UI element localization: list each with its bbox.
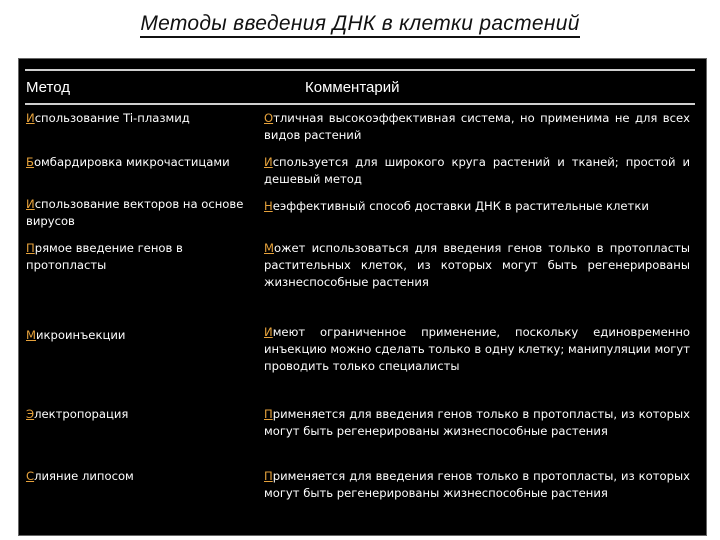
method-initial: П [26,241,35,255]
method-initial: Б [26,155,34,169]
comment-text: рименяется для введения генов только в протопласты, из которых могут быть регенерированы жизнеспособные растения [264,469,690,500]
method-initial: И [26,111,35,125]
method-cell [26,196,251,230]
method-cell [26,406,251,423]
comment-initial: М [264,241,275,255]
comment-text: тличная высокоэффективная система, но применима не для всех видов растений [264,111,690,142]
header-rule [25,103,695,105]
method-cell [26,468,251,485]
method-cell [26,327,251,344]
comment-cell [264,198,690,215]
slide-title-text: Методы введения ДНК в клетки растений [140,12,579,38]
method-initial: Э [26,407,35,421]
comment-text: спользуется для широкого круга растений и тканей; простой и дешевый метод [264,155,690,186]
slide-title [0,12,720,36]
method-cell [26,154,251,171]
comment-cell [264,468,690,502]
comment-initial: О [264,111,274,125]
comment-initial: И [264,155,273,169]
method-text: икроинъекции [36,328,126,342]
comment-cell [264,240,690,291]
header-method: Метод [26,79,70,96]
method-text: рямое введение генов в протопласты [26,241,183,272]
method-initial: С [26,469,35,483]
method-text: лектропорация [34,407,129,421]
methods-table [18,58,707,536]
method-text: омбардировка микрочастицами [33,155,230,169]
comment-text: ожет использоваться для введения генов только в протопласты растительных клеток, из которых могут быть регенерированы жизнеспособные растения [264,241,690,289]
method-initial: М [26,328,37,342]
comment-initial: Н [264,199,273,213]
comment-cell [264,406,690,440]
comment-text: еэффективный способ доставки ДНК в растительные клетки [272,199,649,213]
comment-initial: П [264,407,273,421]
method-cell [26,240,251,274]
comment-cell [264,154,690,188]
method-initial: И [26,197,35,211]
method-text: спользование векторов на основе вирусов [26,197,244,228]
comment-text: меют ограниченное применение, поскольку единовременно инъекцию можно сделать только в одну клетку; манипуляции могут проводить только специалисты [264,325,690,373]
comment-initial: П [264,469,273,483]
comment-initial: И [264,325,273,339]
method-text: спользование Ti-плазмид [34,111,190,125]
header-comment: Комментарий [305,79,400,96]
comment-text: рименяется для введения генов только в протопласты, из которых могут быть регенерированы жизнеспособные растения [264,407,690,438]
method-text: лияние липосом [34,469,134,483]
comment-cell [264,110,690,144]
top-rule [25,69,695,71]
method-cell [26,110,251,127]
comment-cell [264,324,690,375]
